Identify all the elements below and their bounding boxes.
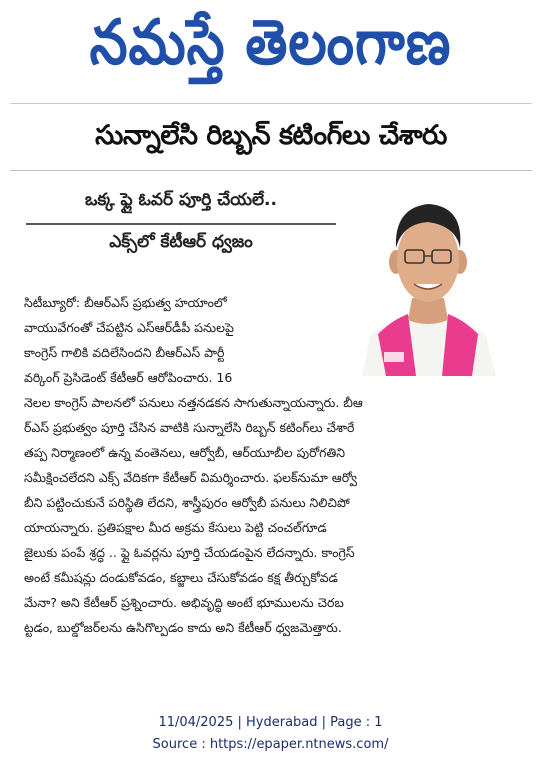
footer-date-edition-page: 11/04/2025 | Hyderabad | Page : 1 xyxy=(158,715,383,730)
article-line: తప్ప నిర్మాణంలో ఉన్న వంతెనలు, ఆర్వోబీ, ఆర్‌యూబీల పురోగతిని xyxy=(24,445,345,460)
subheading-divider xyxy=(26,223,336,225)
portrait-image xyxy=(356,186,500,376)
article-line: యాయన్నారు. ప్రతిపక్షాల మీద అక్రమ కేసులు పెట్టి చంచల్‌గూడ xyxy=(24,520,327,535)
headline-divider xyxy=(10,170,532,171)
article-line: వాయువేగంతో చేపట్టిన ఎస్ఆర్‌డీపీ పనులపై xyxy=(24,320,234,335)
article-line: మేనా? అని కేటీఆర్ ప్రశ్నించారు. అభివృద్ధి అంటే భూములను చెరబ xyxy=(24,595,344,610)
masthead xyxy=(0,0,541,100)
article-photo xyxy=(356,186,500,376)
article-line: బీని పట్టించుకునే పరిస్థితి లేదని, శాస్త్రీపురం ఆర్వోబీ పనులు నిలిచిపో xyxy=(24,495,350,510)
article-line: ట్టడం, బుల్డోజర్‌లను ఉసిగొల్పడం కాదు అని కేటీఆర్ ధ్వజమెత్తారు. xyxy=(24,620,342,635)
article-line: అంటే కమీషన్లు దండుకోవడం, కబ్జాలు చేసుకోవడం కక్ష తీర్చుకోవడ xyxy=(24,570,338,585)
article-line: కాంగ్రెస్ గాలికి వదిలేసిందని బీఆర్‌ఎస్ పార్టీ xyxy=(24,345,225,360)
article-line: జైలుకు పంపే శ్రద్ధ .. ఫ్లై ఓవర్లను పూర్తి చేయడంపైన లేదన్నారు. కాంగ్రెస్ xyxy=(24,545,355,560)
footer-source: Source : https://epaper.ntnews.com/ xyxy=(152,737,389,752)
article-line: నెలల కాంగ్రెస్ పాలనలో పనులు నత్తనడకన సాగుతున్నాయన్నారు. బీఆ xyxy=(24,395,363,410)
article-line: సిటీబ్యూరో: బీఆర్‌ఎస్ ప్రభుత్వ హయాంలో xyxy=(24,295,227,310)
article-line: సమీక్షించలేదని ఎక్స్ వేదికగా కేటీఆర్ విమర్శించారు. ఫలక్‌నుమా ఆర్వో xyxy=(24,470,357,485)
headline: సున్నాలేసి రిబ్బన్ కటింగ్‌లు చేశారు xyxy=(95,120,447,151)
masthead-divider xyxy=(10,103,532,104)
masthead-title: నమస్తే తెలంగాణ xyxy=(89,5,452,79)
article-line: వర్కింగ్ ప్రెసిడెంట్ కేటీఆర్ ఆరోపించారు. 16 xyxy=(24,370,233,385)
subheading-2: ఎక్స్‌లో కేటీఆర్ ధ్వజం xyxy=(109,232,253,252)
subheading-1: ఒక్క ఫ్లై ఓవర్ పూర్తి చేయలే.. xyxy=(85,190,277,210)
article-line: ర్‌ఎస్ ప్రభుత్వం పూర్తి చేసిన వాటికి సున్నాలేసి రిబ్బన్ కటింగ్‌లు చేశారే xyxy=(24,420,355,435)
